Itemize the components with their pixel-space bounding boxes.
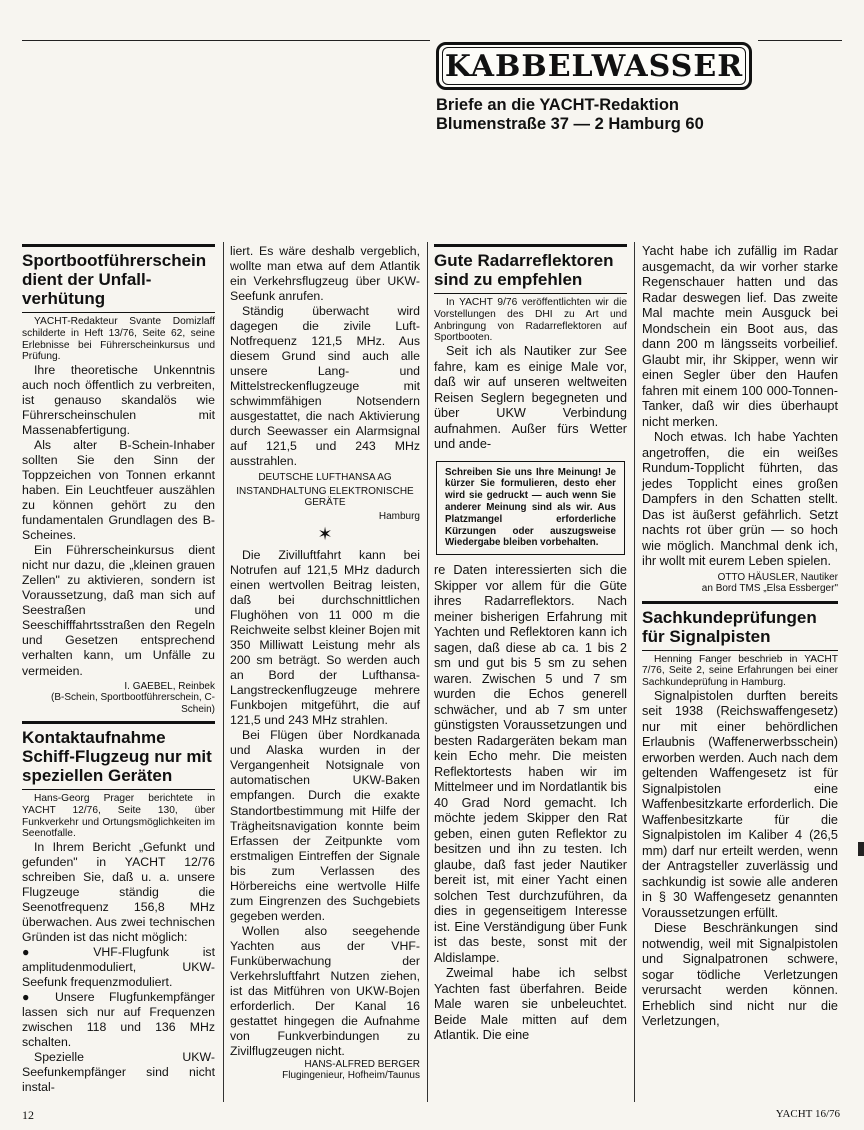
paragraph: Spezielle UKW-Seefunkempfänger sind nicht instal- xyxy=(22,1050,215,1095)
signature-city: Hamburg xyxy=(378,510,420,522)
headline-rule xyxy=(22,244,215,247)
paragraph: Wollen also seegehende Yachten aus der VHF-Funküberwachung der Verkehrsluftfahrt Nutzen ziehen, ist das Mitführen von UKW-Bojen erforderlich. Der Kanal 16 gestattet hingegen die Aufnahme von Funkverbindungen zu Zivilflugzeugen nicht. xyxy=(230,923,420,1058)
intro-rule xyxy=(22,789,215,790)
page-number: 12 xyxy=(22,1108,34,1122)
headline-rule xyxy=(642,601,838,604)
column-divider-2 xyxy=(427,242,428,1102)
signature-detail: INSTANDHALTUNG ELEKTRONISCHE GERÄTE xyxy=(236,485,414,509)
intro-kontaktaufnahme: Hans-Georg Prager berichtete in YACHT 12/76, Seite 130, über Funkverkehr und Ortungsmöglichkeiten im Seenotfalle. xyxy=(22,793,215,840)
column-1 xyxy=(22,244,215,1095)
paragraph: Signalpistolen durften bereits seit 1938 (Reichswaffengesetz) nur mit einer behördlichen Erlaubnis (Waffenerwerbsschein) erworben werden. Auch nach dem geltenden Waffengesetz ist für Signalpistolen eine Waffenbesitzkarte erforderlich. Die Waffenbesitzkarte für die Signalpistolen im Kaliber 4 (26,5 mm) darf nur erteilt werden, wenn der Antragsteller zuverlässig und sachkundig ist sowie alle anderen in § 30 Waffengesetz genannten Voraussetzungen erfüllt. xyxy=(642,688,838,920)
paragraph: Bei Flügen über Nordkanada und Alaska wurden in der Vergangenheit Notsignale von automatischen UKW-Baken empfangen. Durch die exakte Standortbestimmung mit Hilfe der Trägheitsnavigation konnte beim Erfassen der Zeitpunkte vom erstmaligen Eintreffen der Signale bis zum Verlassen des Hörbereichs eine wertvolle Hilfe zum Eingrenzen des Suchgebiets gegeben werden. xyxy=(230,728,420,923)
masthead-title: KABBELWASSER xyxy=(442,47,746,85)
paragraph: Yacht habe ich zufällig im Radar ausgemacht, da wir vorher starke Regenschauer hatten und das Radar deswegen lief. Das zweite Mal machte mein Ausguck bei Mondschein ein Boot aus, das dann 200 m längsseits vorbeilief. Glaubt mir, ihr Skipper, wenn wir einen Segler über den Haufen fahren mit einem 100 000-Tonnen-Tanker, daß wir dies überhaupt nicht merken. xyxy=(642,244,838,429)
signature-detail: (B-Schein, Sportbootführerschein, C-Schein) xyxy=(51,692,215,715)
address-line-1: Briefe an die YACHT-Redaktion xyxy=(436,96,679,114)
paragraph: Noch etwas. Ich habe Yachten angetroffen, die ein weißes Rundum-Topplicht führten, das jedes Topplicht eines großen Dampfers in den Schatten stellt. Das ist äußerst gefährlich. Setzt nachts rot über grün — so hoch wie möglich. Manchmal denk ich, ihr wollt mit eurem Leben spielen. xyxy=(642,430,838,568)
signature-detail: an Bord TMS „Elsa Essberger" xyxy=(701,583,838,594)
intro-rule xyxy=(434,293,627,294)
signature-gaebel xyxy=(22,681,215,716)
column-4 xyxy=(642,244,838,1030)
editorial-notice-box: Schreiben Sie uns Ihre Meinung! Je kürzer Sie formulieren, desto eher wird sie gedruckt — auch wenn Sie anderer Meinung sind als wir. Aus Platzmangel erforderliche Kürzungen oder auszugsweise Wiedergabe bleiben vorbehalten. xyxy=(436,461,625,556)
signature-name: HANS-ALFRED BERGER xyxy=(304,1058,420,1070)
signature-haeusler xyxy=(642,572,838,595)
separator-star-icon: ✶ xyxy=(317,524,333,545)
headline-sachkunde: Sachkundeprüfungen für Signalpisten xyxy=(642,607,817,646)
paragraph: Diese Beschränkungen sind notwendig, weil mit Signalpistolen und Signalpatronen schwere, sogar tödliche Verletzungen verursacht werden können. Erheblich sind nicht nur die Verletzungen, xyxy=(642,921,838,1029)
headline-rule xyxy=(434,244,627,247)
column-divider-3 xyxy=(634,242,635,1102)
column-divider-1 xyxy=(223,242,224,1102)
bullet-item: ● VHF-Flugfunk ist amplitudenmoduliert, UKW-Seefunk frequenzmoduliert. xyxy=(22,945,215,990)
paragraph: Ein Führerscheinkursus dient nicht nur dazu, die „kleinen grauen Zellen" zu aktivieren, sondern ist Voraussetzung, daß man sich auf Seestraßen und Seeschifffahrtsstraßen den Regeln und Gesetzen entsprechend verhalten kann, um Unfälle zu vermeiden. xyxy=(22,543,215,678)
paragraph: Seit ich als Nautiker zur See fahre, kam es einige Male vor, daß wir auf unseren weltweiten Reisen Seglern begegneten und über UKW Verbindung aufnahmen. Außer fürs Wetter und ande- xyxy=(434,344,627,452)
magazine-issue: YACHT 16/76 xyxy=(775,1108,840,1120)
headline-radarreflektoren: Gute Radarreflektoren sind zu empfehlen xyxy=(434,251,614,289)
edge-mark xyxy=(858,842,864,856)
headline-fuehrerschein: Sportbootführerschein dient der Unfall-verhütung xyxy=(22,251,207,308)
signature-lufthansa xyxy=(230,472,420,522)
masthead-box xyxy=(436,42,752,90)
signature-berger xyxy=(230,1059,420,1082)
paragraph: In Ihrem Bericht „Gefunkt und gefunden" in YACHT 12/76 schreiben Sie, daß u. a. unsere Flugzeuge ständig die Seenotfrequenz 156,8 MHz überwachen. Aus zwei technischen Gründen ist das nicht möglich: xyxy=(22,840,215,945)
paragraph: re Daten interessierten sich die Skipper vor allem für die Güte ihres Radarreflektors. Nach meiner bisherigen Erfahrung mit Yachten und Reflektoren kann ich sagen, daß diese ab ca. 1 bis 2 sm und gut bis 5 sm zu sehen waren. Zwischen 5 und 7 sm wurden die Echos generell schwächer, und ab 7 sm unter günstigsten Voraussetzungen und besten Radargeräten bekam man kein Echo mehr. Die meisten Reflektortests haben wir im Mittelmeer und im Nordatlantik bis 40 Grad Nord gemacht. Ich möchte jedem Skipper den Rat geben, einen guten Reflektor zu besitzen und ihn zu testen. Ich glaube, daß fast jeder Nautiker bereit ist, mit einer Yacht einen solchen Test durchzuführen, da dies in gegenseitigem Interesse ist. Eine Verständigung über Funk ist das beste, sonst mit der Aldislampe. xyxy=(434,563,627,965)
editorial-address xyxy=(436,96,846,134)
address-line-2: Blumenstraße 37 — 2 Hamburg 60 xyxy=(436,115,704,133)
signature-detail: Flugingenieur, Hofheim/Taunus xyxy=(282,1070,420,1082)
paragraph: Ständig überwacht wird dagegen die zivile Luft-Notfrequenz 121,5 MHz. Aus diesem Grund sind auch alle unsere Lang- und Mittelstreckenflugzeuge mit schwimmfähigen Notsendern ausgestattet, die nach Aktivierung durch Seewasser ein Alarmsignal auf 121,5 und 243 MHz ausstrahlen. xyxy=(230,304,420,469)
headline-kontaktaufnahme: Kontaktaufnahme Schiff-Flugzeug nur mit speziellen Geräten xyxy=(22,728,212,786)
bullet-item: ● Unsere Flugfunkempfänger lassen sich nur auf Frequenzen zwischen 118 und 136 MHz schalten. xyxy=(22,990,215,1050)
intro-radarreflektoren: In YACHT 9/76 veröffentlichten wir die Vorstellungen des DHI zu Art und Anbringung von Radarreflektoren auf Sportbooten. xyxy=(434,297,627,344)
column-2 xyxy=(230,244,420,1088)
paragraph: liert. Es wäre deshalb vergeblich, wollte man etwa auf dem Atlantik ein Verkehrsflugzeug über UKW-Seefunk anrufen. xyxy=(230,244,420,304)
paragraph: Zweimal habe ich selbst Yachten fast überfahren. Beide Male waren sie unbeleuchtet. Beide Male mitten auf dem Atlantik. Die eine xyxy=(434,966,627,1043)
signature-name: OTTO HÄUSLER, Nautiker xyxy=(717,571,838,583)
top-rule-left xyxy=(22,40,430,41)
headline-rule xyxy=(22,721,215,724)
intro-sachkunde: Henning Fanger beschrieb in YACHT 7/76, Seite 2, seine Erfahrungen bei einer Sachkundeprüfung in Hamburg. xyxy=(642,653,838,689)
intro-fuehrerschein: YACHT-Redakteur Svante Domizlaff schilderte in Heft 13/76, Seite 62, seine Erlebnisse bei Führerscheinkursus und Prüfung. xyxy=(22,316,215,363)
paragraph: Als alter B-Schein-Inhaber sollten Sie den Sinn der Toppzeichen von Tonnen erkannt haben. Ein Leuchtfeuer auszählen zu können gehört zu den fundamentalen Grundlagen des B-Scheines. xyxy=(22,438,215,543)
top-rule-right xyxy=(758,40,842,41)
paragraph: Ihre theoretische Unkenntnis auch noch öffentlich zu verbreiten, ist genauso skandalös wie Führerscheinschulen mit Massenabfertigung. xyxy=(22,363,215,438)
intro-rule xyxy=(642,650,838,651)
column-3 xyxy=(434,244,627,1044)
intro-rule xyxy=(22,312,215,313)
paragraph: Die Zivilluftfahrt kann bei Notrufen auf 121,5 MHz dadurch einen wertvollen Beitrag leisten, daß bei durchschnittlichen Flughöhen von 11 000 m die Reichweite selbst kleiner Bojen mit 350 Milliwatt Leistung mehr als 200 sm beträgt. So werden auch an Bord der Lufthansa-Langstreckenflugzeuge mehrere Funkbojen mitgeführt, die auf 121,5 und 243 MHz strahlen. xyxy=(230,548,421,728)
signature-name: DEUTSCHE LUFTHANSA AG xyxy=(258,472,392,484)
signature-name: I. GAEBEL, Reinbek xyxy=(124,680,215,692)
